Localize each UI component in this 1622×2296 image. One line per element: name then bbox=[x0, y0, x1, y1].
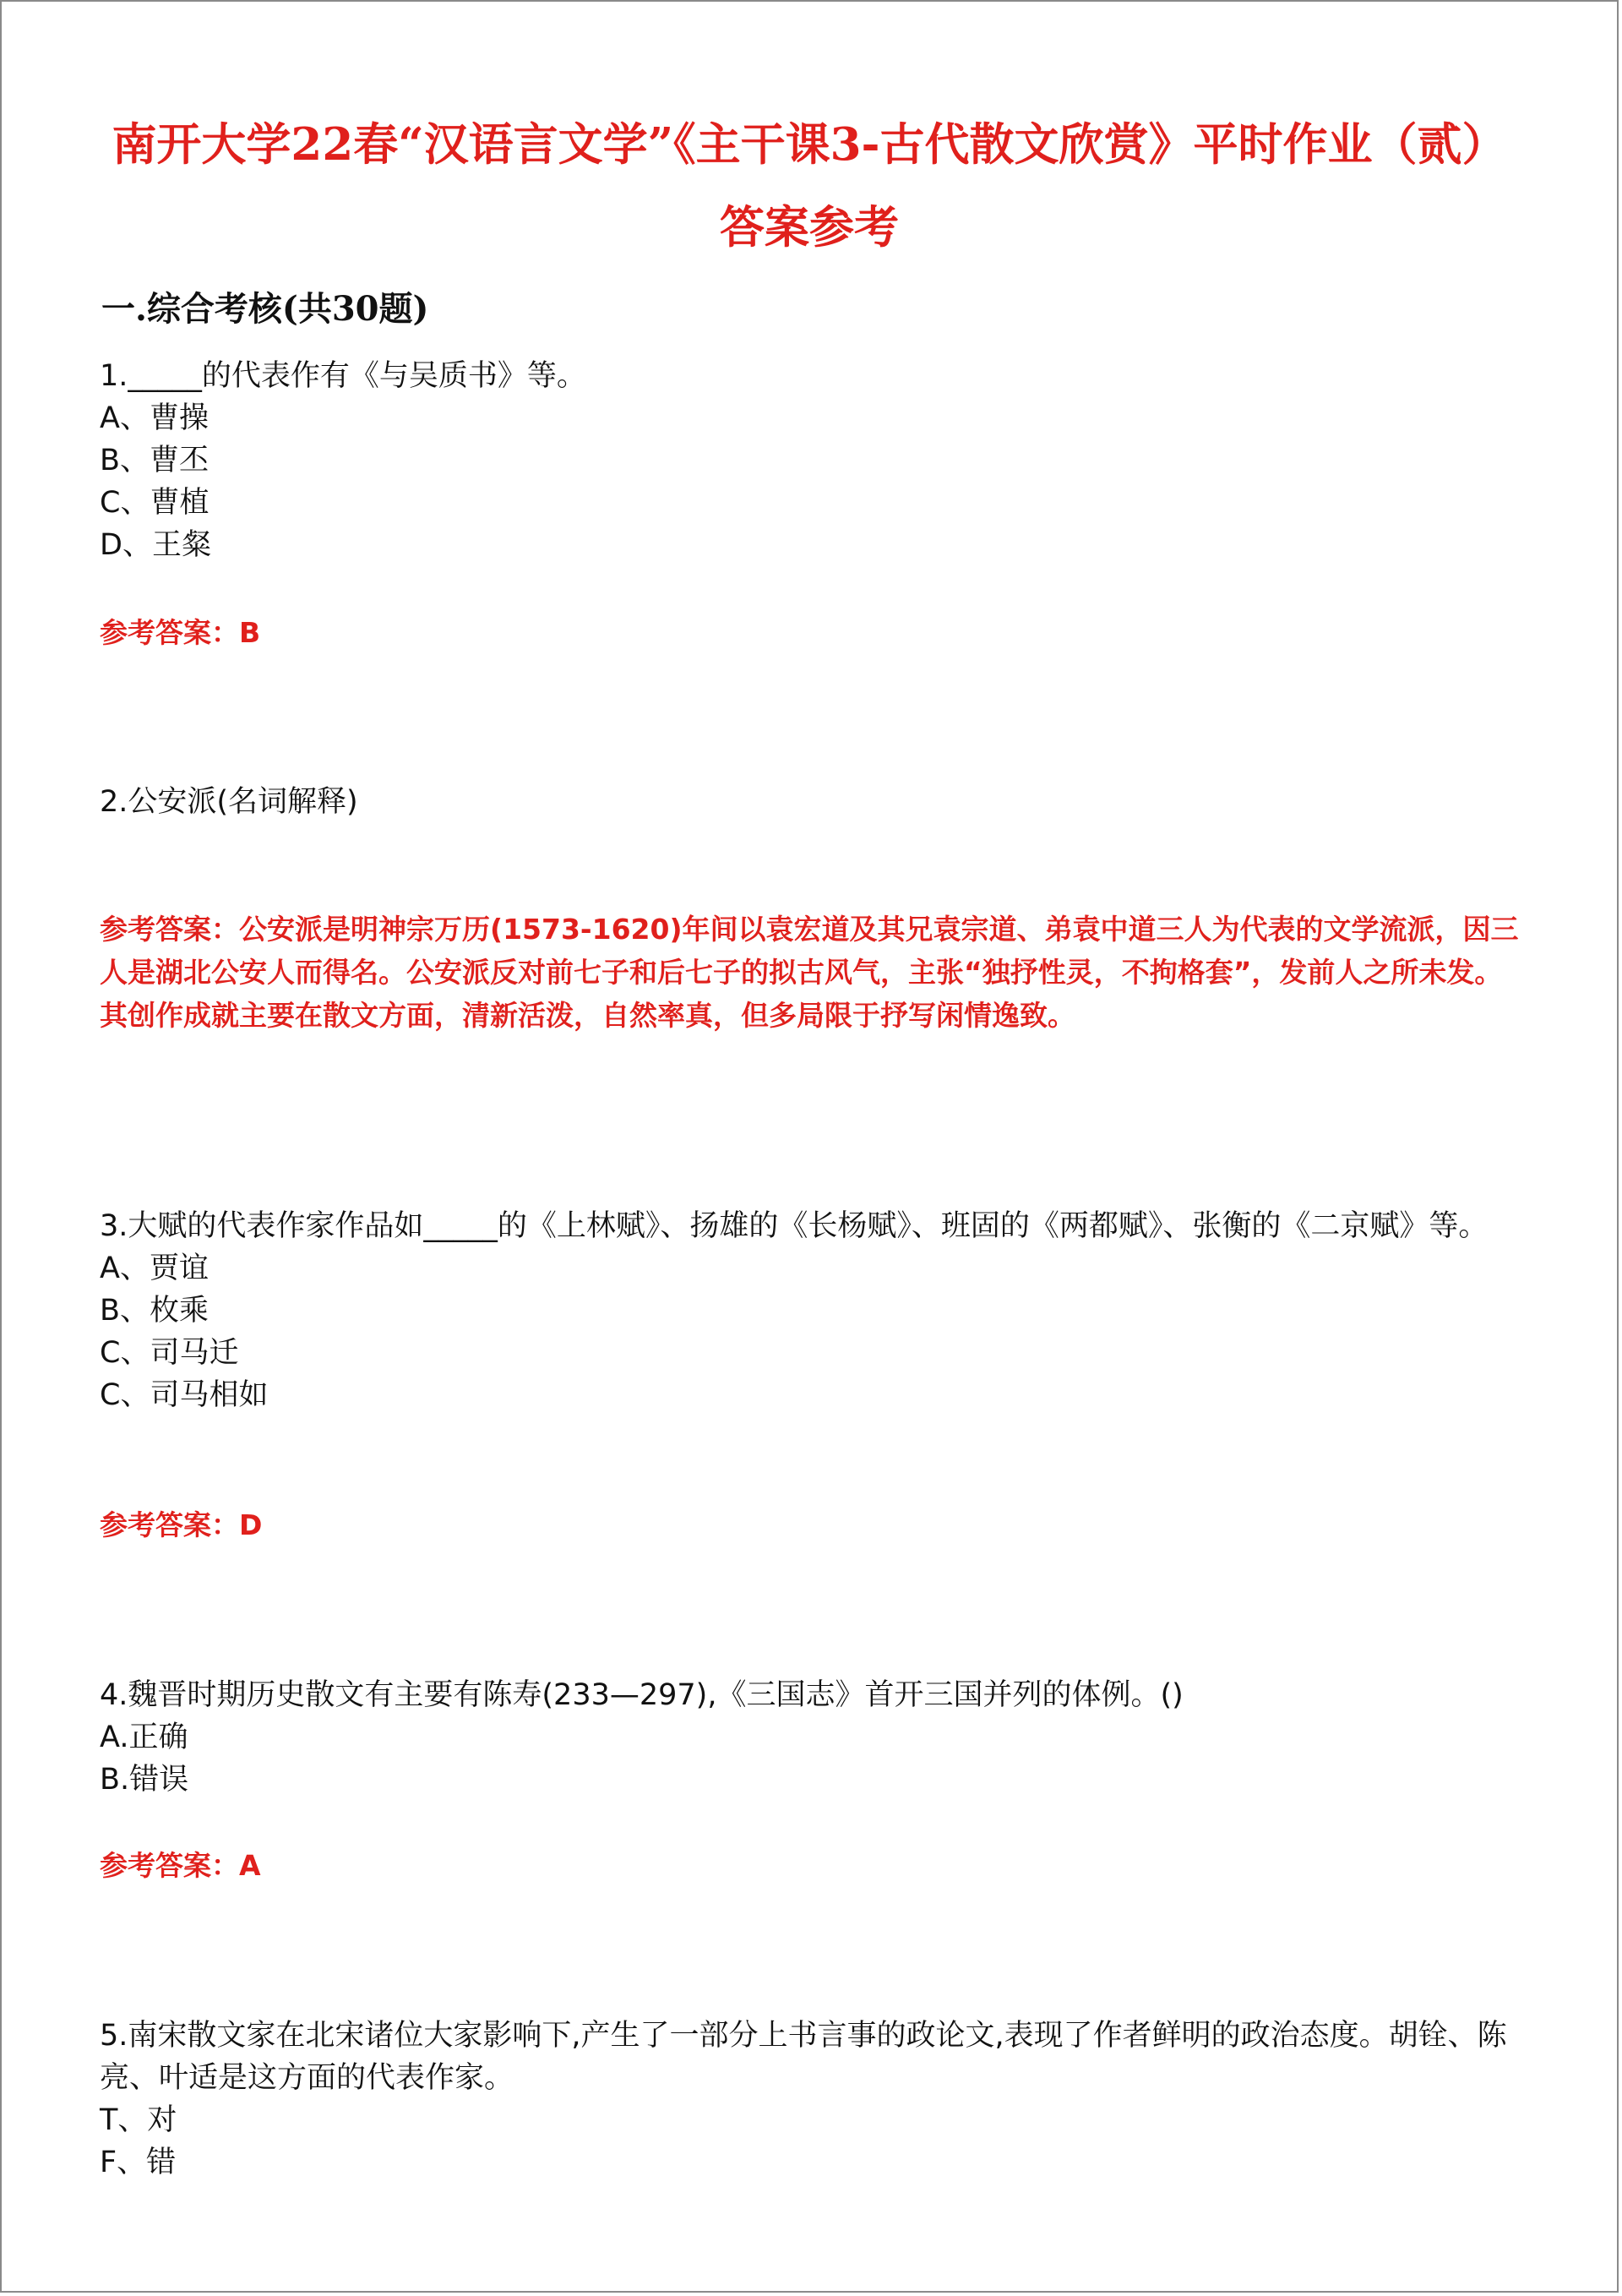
option-b: B、枚乘 bbox=[100, 1294, 210, 1328]
question-stem: 3.大赋的代表作家作品如_____的《上林赋》、扬雄的《长杨赋》、班固的《两都赋》、张衡的《二京赋》等。 bbox=[100, 1209, 1489, 1243]
section-heading: 一.综合考核(共30题) bbox=[101, 289, 429, 329]
answer-3: 参考答案：D bbox=[100, 1508, 263, 1541]
question-2 bbox=[100, 781, 1536, 823]
option-f: F、错 bbox=[100, 2146, 177, 2179]
option-a: A、曹操 bbox=[100, 401, 209, 435]
option-d: D、王粲 bbox=[100, 528, 211, 562]
question-4 bbox=[100, 1674, 1536, 1801]
option-t: T、对 bbox=[100, 2103, 177, 2137]
document-subtitle: 答案参考 bbox=[720, 201, 899, 254]
question-1 bbox=[100, 355, 1536, 566]
answer-4: 参考答案：A bbox=[100, 1849, 261, 1882]
document-title: 南开大学22春“汉语言文学”《主干课3-古代散文欣赏》平时作业（贰） bbox=[112, 118, 1507, 171]
question-stem: 5.南宋散文家在北宋诸位大家影响下,产生了一部分上书言事的政论文,表现了作者鲜明的政治态度。胡铨、陈亮、叶适是这方面的代表作家。 bbox=[100, 2019, 1507, 2095]
option-b: B.错误 bbox=[100, 1763, 189, 1797]
question-stem: 2.公安派(名词解释) bbox=[100, 785, 358, 819]
question-5 bbox=[100, 2015, 1553, 2184]
option-b: B、曹丕 bbox=[100, 444, 210, 477]
question-stem: 1._____的代表作有《与吴质书》等。 bbox=[100, 359, 586, 393]
option-c: C、司马迁 bbox=[100, 1336, 239, 1370]
option-a: A、贾谊 bbox=[100, 1252, 209, 1285]
option-c: C、曹植 bbox=[100, 486, 210, 520]
option-d: C、司马相如 bbox=[100, 1378, 269, 1412]
question-stem: 4.魏晋时期历史散文有主要有陈寿(233—297),《三国志》首开三国并列的体例。() bbox=[100, 1678, 1184, 1712]
option-a: A.正确 bbox=[100, 1721, 188, 1754]
answer-2: 参考答案：公安派是明神宗万历(1573-1620)年间以袁宏道及其兄袁宗道、弟袁中道三人为代表的文学流派，因三人是湖北公安人而得名。公安派反对前七子和后七子的拟古风气，主张“独抒性灵，不拘格套”，发前人之所未发。其创作成就主要在散文方面，清新活泼，自然率真，但多局限于抒写闲情逸致。 bbox=[100, 913, 1519, 1032]
answer-1: 参考答案：B bbox=[100, 616, 261, 649]
question-3 bbox=[100, 1205, 1544, 1416]
